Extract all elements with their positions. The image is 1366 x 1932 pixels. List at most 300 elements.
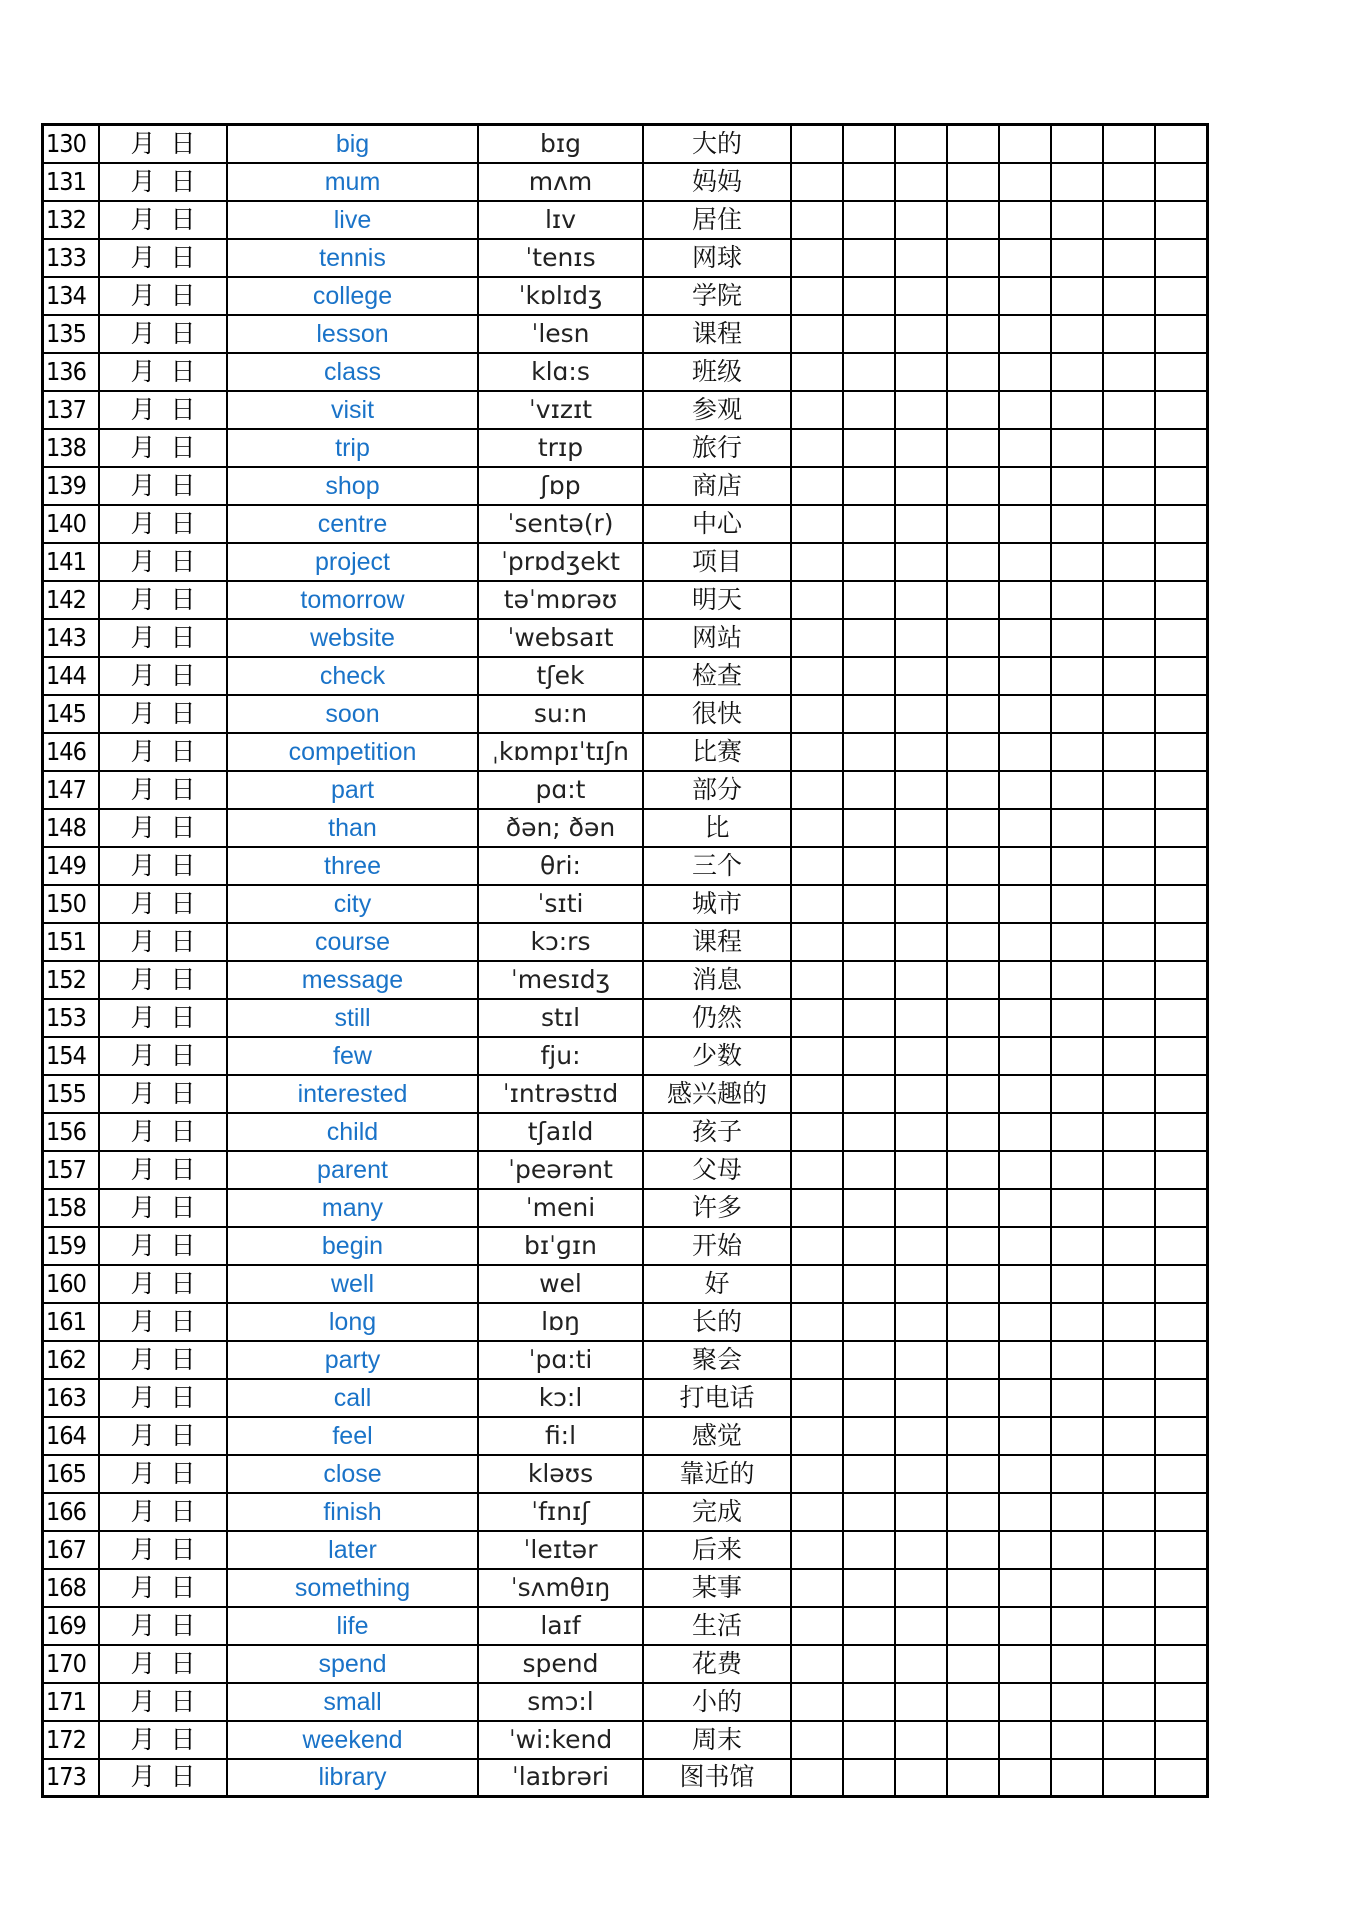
- day-label: 日: [170, 166, 196, 196]
- review-check-cell: [947, 809, 999, 847]
- review-check-cell: [999, 1721, 1051, 1759]
- review-check-cell: [999, 999, 1051, 1037]
- phonetic-cell: ˈsʌmθɪŋ: [478, 1569, 643, 1607]
- review-check-cell: [947, 1189, 999, 1227]
- table-row: [43, 429, 1208, 467]
- review-check-cell: [999, 391, 1051, 429]
- chinese-meaning-cell: 孩子: [643, 1113, 791, 1151]
- review-check-cell: [999, 277, 1051, 315]
- review-check-cell: [999, 1455, 1051, 1493]
- review-check-cell: [1103, 543, 1155, 581]
- english-word-cell: tomorrow: [227, 581, 478, 619]
- review-check-cell: [791, 581, 843, 619]
- day-label: 日: [170, 964, 196, 994]
- review-check-cell: [1155, 1379, 1208, 1417]
- day-label: 日: [170, 926, 196, 956]
- row-number-cell: 166: [43, 1493, 100, 1531]
- table-row: [43, 505, 1208, 543]
- review-check-cell: [1051, 999, 1103, 1037]
- phonetic-cell: tʃek: [478, 657, 643, 695]
- chinese-meaning-cell: 某事: [643, 1569, 791, 1607]
- day-label: 日: [170, 1420, 196, 1450]
- month-label: 月: [130, 1572, 156, 1602]
- english-word-cell: close: [227, 1455, 478, 1493]
- day-label: 日: [170, 432, 196, 462]
- review-check-cell: [791, 353, 843, 391]
- review-check-cell: [791, 1113, 843, 1151]
- chinese-meaning-cell: 比: [643, 809, 791, 847]
- phonetic-cell: mʌm: [478, 163, 643, 201]
- table-row: [43, 695, 1208, 733]
- phonetic-cell: ˈɪntrəstɪd: [478, 1075, 643, 1113]
- review-check-cell: [1051, 847, 1103, 885]
- review-check-cell: [791, 771, 843, 809]
- row-number-cell: 137: [43, 391, 100, 429]
- date-cell: [99, 505, 227, 543]
- date-cell: [99, 315, 227, 353]
- month-label: 月: [130, 394, 156, 424]
- english-word-cell: shop: [227, 467, 478, 505]
- table-row: [43, 809, 1208, 847]
- month-label: 月: [130, 280, 156, 310]
- review-check-cell: [947, 467, 999, 505]
- review-check-cell: [1103, 1417, 1155, 1455]
- review-check-cell: [1051, 391, 1103, 429]
- date-cell: [99, 1189, 227, 1227]
- table-row: [43, 1493, 1208, 1531]
- english-word-cell: competition: [227, 733, 478, 771]
- review-check-cell: [947, 315, 999, 353]
- date-cell: [99, 695, 227, 733]
- review-check-cell: [791, 619, 843, 657]
- row-number-cell: 130: [43, 125, 100, 163]
- phonetic-cell: smɔ:l: [478, 1683, 643, 1721]
- review-check-cell: [1051, 163, 1103, 201]
- review-check-cell: [947, 885, 999, 923]
- row-number-cell: 171: [43, 1683, 100, 1721]
- review-check-cell: [1103, 391, 1155, 429]
- english-word-cell: parent: [227, 1151, 478, 1189]
- review-check-cell: [947, 1303, 999, 1341]
- chinese-meaning-cell: 城市: [643, 885, 791, 923]
- review-check-cell: [791, 467, 843, 505]
- review-check-cell: [843, 923, 895, 961]
- month-label: 月: [130, 1458, 156, 1488]
- row-number-cell: 163: [43, 1379, 100, 1417]
- phonetic-cell: stɪl: [478, 999, 643, 1037]
- row-number-cell: 162: [43, 1341, 100, 1379]
- review-check-cell: [999, 1645, 1051, 1683]
- review-check-cell: [999, 505, 1051, 543]
- review-check-cell: [1103, 1075, 1155, 1113]
- english-word-cell: big: [227, 125, 478, 163]
- chinese-meaning-cell: 小的: [643, 1683, 791, 1721]
- review-check-cell: [895, 277, 947, 315]
- review-check-cell: [843, 277, 895, 315]
- review-check-cell: [843, 391, 895, 429]
- row-number-cell: 139: [43, 467, 100, 505]
- review-check-cell: [999, 1303, 1051, 1341]
- review-check-cell: [1155, 1113, 1208, 1151]
- review-check-cell: [999, 1037, 1051, 1075]
- review-check-cell: [895, 847, 947, 885]
- date-cell: [99, 391, 227, 429]
- day-label: 日: [170, 888, 196, 918]
- chinese-meaning-cell: 长的: [643, 1303, 791, 1341]
- english-word-cell: interested: [227, 1075, 478, 1113]
- review-check-cell: [999, 1759, 1051, 1797]
- review-check-cell: [947, 201, 999, 239]
- table-row: [43, 581, 1208, 619]
- review-check-cell: [843, 163, 895, 201]
- phonetic-cell: kɔ:l: [478, 1379, 643, 1417]
- review-check-cell: [1051, 1455, 1103, 1493]
- row-number-cell: 155: [43, 1075, 100, 1113]
- english-word-cell: part: [227, 771, 478, 809]
- row-number-cell: 170: [43, 1645, 100, 1683]
- row-number-cell: 145: [43, 695, 100, 733]
- review-check-cell: [1051, 695, 1103, 733]
- phonetic-cell: laɪf: [478, 1607, 643, 1645]
- row-number-cell: 131: [43, 163, 100, 201]
- vocabulary-table-body: [43, 125, 1208, 1797]
- review-check-cell: [1155, 163, 1208, 201]
- day-label: 日: [170, 204, 196, 234]
- table-row: [43, 1759, 1208, 1797]
- review-check-cell: [1103, 277, 1155, 315]
- date-cell: [99, 961, 227, 999]
- table-row: [43, 1037, 1208, 1075]
- review-check-cell: [999, 1151, 1051, 1189]
- review-check-cell: [895, 201, 947, 239]
- review-check-cell: [895, 467, 947, 505]
- review-check-cell: [791, 391, 843, 429]
- review-check-cell: [791, 1341, 843, 1379]
- row-number-cell: 158: [43, 1189, 100, 1227]
- month-label: 月: [130, 1040, 156, 1070]
- english-word-cell: trip: [227, 429, 478, 467]
- review-check-cell: [999, 163, 1051, 201]
- row-number-cell: 156: [43, 1113, 100, 1151]
- review-check-cell: [843, 1607, 895, 1645]
- review-check-cell: [1051, 923, 1103, 961]
- english-word-cell: still: [227, 999, 478, 1037]
- review-check-cell: [1051, 467, 1103, 505]
- phonetic-cell: ˈpeərənt: [478, 1151, 643, 1189]
- date-cell: [99, 1607, 227, 1645]
- review-check-cell: [791, 239, 843, 277]
- review-check-cell: [843, 1531, 895, 1569]
- month-label: 月: [130, 1192, 156, 1222]
- review-check-cell: [947, 1379, 999, 1417]
- chinese-meaning-cell: 中心: [643, 505, 791, 543]
- review-check-cell: [1103, 961, 1155, 999]
- chinese-meaning-cell: 完成: [643, 1493, 791, 1531]
- review-check-cell: [999, 923, 1051, 961]
- review-check-cell: [1155, 1341, 1208, 1379]
- review-check-cell: [1103, 1569, 1155, 1607]
- review-check-cell: [1155, 125, 1208, 163]
- review-check-cell: [1103, 1341, 1155, 1379]
- chinese-meaning-cell: 比赛: [643, 733, 791, 771]
- review-check-cell: [1103, 1683, 1155, 1721]
- review-check-cell: [1103, 1493, 1155, 1531]
- review-check-cell: [1155, 543, 1208, 581]
- date-cell: [99, 429, 227, 467]
- row-number-cell: 136: [43, 353, 100, 391]
- english-word-cell: well: [227, 1265, 478, 1303]
- review-check-cell: [895, 771, 947, 809]
- review-check-cell: [999, 619, 1051, 657]
- vocabulary-table: [41, 123, 1209, 1798]
- phonetic-cell: bɪˈɡɪn: [478, 1227, 643, 1265]
- date-cell: [99, 1037, 227, 1075]
- phonetic-cell: kɔ:rs: [478, 923, 643, 961]
- review-check-cell: [895, 581, 947, 619]
- review-check-cell: [1103, 1303, 1155, 1341]
- review-check-cell: [843, 1569, 895, 1607]
- phonetic-cell: ðən; ðən: [478, 809, 643, 847]
- review-check-cell: [843, 1075, 895, 1113]
- review-check-cell: [843, 695, 895, 733]
- review-check-cell: [843, 1189, 895, 1227]
- review-check-cell: [947, 771, 999, 809]
- row-number-cell: 169: [43, 1607, 100, 1645]
- row-number-cell: 135: [43, 315, 100, 353]
- phonetic-cell: fi:l: [478, 1417, 643, 1455]
- review-check-cell: [999, 847, 1051, 885]
- review-check-cell: [791, 695, 843, 733]
- review-check-cell: [947, 961, 999, 999]
- review-check-cell: [1155, 999, 1208, 1037]
- review-check-cell: [999, 1569, 1051, 1607]
- review-check-cell: [1103, 1531, 1155, 1569]
- review-check-cell: [1051, 277, 1103, 315]
- review-check-cell: [1051, 505, 1103, 543]
- table-row: [43, 847, 1208, 885]
- review-check-cell: [1103, 467, 1155, 505]
- review-check-cell: [999, 771, 1051, 809]
- review-check-cell: [1051, 961, 1103, 999]
- review-check-cell: [791, 543, 843, 581]
- review-check-cell: [843, 1341, 895, 1379]
- review-check-cell: [999, 1227, 1051, 1265]
- review-check-cell: [843, 467, 895, 505]
- english-word-cell: centre: [227, 505, 478, 543]
- english-word-cell: begin: [227, 1227, 478, 1265]
- review-check-cell: [1155, 1531, 1208, 1569]
- review-check-cell: [999, 885, 1051, 923]
- row-number-cell: 151: [43, 923, 100, 961]
- row-number-cell: 160: [43, 1265, 100, 1303]
- english-word-cell: something: [227, 1569, 478, 1607]
- row-number-cell: 146: [43, 733, 100, 771]
- row-number-cell: 164: [43, 1417, 100, 1455]
- review-check-cell: [843, 543, 895, 581]
- review-check-cell: [895, 809, 947, 847]
- table-row: [43, 657, 1208, 695]
- review-check-cell: [947, 1151, 999, 1189]
- review-check-cell: [791, 923, 843, 961]
- day-label: 日: [170, 356, 196, 386]
- day-label: 日: [170, 1686, 196, 1716]
- row-number-cell: 141: [43, 543, 100, 581]
- date-cell: [99, 1227, 227, 1265]
- table-row: [43, 163, 1208, 201]
- review-check-cell: [895, 923, 947, 961]
- chinese-meaning-cell: 商店: [643, 467, 791, 505]
- date-cell: [99, 163, 227, 201]
- chinese-meaning-cell: 开始: [643, 1227, 791, 1265]
- review-check-cell: [1155, 1151, 1208, 1189]
- day-label: 日: [170, 128, 196, 158]
- review-check-cell: [1051, 543, 1103, 581]
- month-label: 月: [130, 1154, 156, 1184]
- phonetic-cell: spend: [478, 1645, 643, 1683]
- day-label: 日: [170, 1496, 196, 1526]
- review-check-cell: [999, 1265, 1051, 1303]
- day-label: 日: [170, 1648, 196, 1678]
- month-label: 月: [130, 1686, 156, 1716]
- review-check-cell: [843, 315, 895, 353]
- english-word-cell: website: [227, 619, 478, 657]
- date-cell: [99, 1265, 227, 1303]
- review-check-cell: [843, 429, 895, 467]
- month-label: 月: [130, 1078, 156, 1108]
- review-check-cell: [1155, 1417, 1208, 1455]
- chinese-meaning-cell: 三个: [643, 847, 791, 885]
- review-check-cell: [999, 581, 1051, 619]
- review-check-cell: [947, 353, 999, 391]
- english-word-cell: mum: [227, 163, 478, 201]
- month-label: 月: [130, 622, 156, 652]
- review-check-cell: [947, 1569, 999, 1607]
- day-label: 日: [170, 736, 196, 766]
- table-row: [43, 1303, 1208, 1341]
- phonetic-cell: ˈkɒlɪdʒ: [478, 277, 643, 315]
- row-number-cell: 144: [43, 657, 100, 695]
- chinese-meaning-cell: 靠近的: [643, 1455, 791, 1493]
- phonetic-cell: θri:: [478, 847, 643, 885]
- review-check-cell: [895, 1645, 947, 1683]
- phonetic-cell: ˈmesɪdʒ: [478, 961, 643, 999]
- phonetic-cell: ʃɒp: [478, 467, 643, 505]
- review-check-cell: [1051, 1645, 1103, 1683]
- date-cell: [99, 467, 227, 505]
- review-check-cell: [947, 581, 999, 619]
- review-check-cell: [947, 1113, 999, 1151]
- review-check-cell: [1155, 771, 1208, 809]
- day-label: 日: [170, 1002, 196, 1032]
- review-check-cell: [1051, 1569, 1103, 1607]
- review-check-cell: [947, 1341, 999, 1379]
- review-check-cell: [895, 1379, 947, 1417]
- english-word-cell: tennis: [227, 239, 478, 277]
- row-number-cell: 157: [43, 1151, 100, 1189]
- phonetic-cell: ˈlaɪbrəri: [478, 1759, 643, 1797]
- english-word-cell: soon: [227, 695, 478, 733]
- month-label: 月: [130, 850, 156, 880]
- table-row: [43, 1721, 1208, 1759]
- day-label: 日: [170, 584, 196, 614]
- date-cell: [99, 353, 227, 391]
- chinese-meaning-cell: 花费: [643, 1645, 791, 1683]
- review-check-cell: [791, 277, 843, 315]
- row-number-cell: 132: [43, 201, 100, 239]
- review-check-cell: [947, 695, 999, 733]
- review-check-cell: [895, 657, 947, 695]
- date-cell: [99, 1113, 227, 1151]
- review-check-cell: [999, 239, 1051, 277]
- day-label: 日: [170, 1572, 196, 1602]
- month-label: 月: [130, 1268, 156, 1298]
- table-row: [43, 201, 1208, 239]
- review-check-cell: [843, 239, 895, 277]
- review-check-cell: [895, 505, 947, 543]
- date-cell: [99, 847, 227, 885]
- day-label: 日: [170, 394, 196, 424]
- review-check-cell: [1155, 277, 1208, 315]
- review-check-cell: [1051, 1417, 1103, 1455]
- review-check-cell: [1155, 1569, 1208, 1607]
- row-number-cell: 153: [43, 999, 100, 1037]
- chinese-meaning-cell: 感觉: [643, 1417, 791, 1455]
- review-check-cell: [791, 1607, 843, 1645]
- table-row: [43, 1607, 1208, 1645]
- review-check-cell: [843, 1759, 895, 1797]
- review-check-cell: [895, 1265, 947, 1303]
- review-check-cell: [843, 961, 895, 999]
- english-word-cell: feel: [227, 1417, 478, 1455]
- table-row: [43, 1645, 1208, 1683]
- review-check-cell: [999, 429, 1051, 467]
- day-label: 日: [170, 1610, 196, 1640]
- table-row: [43, 1341, 1208, 1379]
- review-check-cell: [791, 505, 843, 543]
- review-check-cell: [1155, 885, 1208, 923]
- review-check-cell: [1155, 1721, 1208, 1759]
- review-check-cell: [1155, 1645, 1208, 1683]
- review-check-cell: [843, 1379, 895, 1417]
- month-label: 月: [130, 888, 156, 918]
- month-label: 月: [130, 242, 156, 272]
- review-check-cell: [791, 1075, 843, 1113]
- review-check-cell: [1103, 847, 1155, 885]
- review-check-cell: [791, 201, 843, 239]
- review-check-cell: [843, 771, 895, 809]
- review-check-cell: [1155, 1759, 1208, 1797]
- phonetic-cell: ˈprɒdʒekt: [478, 543, 643, 581]
- month-label: 月: [130, 584, 156, 614]
- review-check-cell: [999, 1075, 1051, 1113]
- review-check-cell: [1155, 1493, 1208, 1531]
- review-check-cell: [1051, 1037, 1103, 1075]
- table-row: [43, 1569, 1208, 1607]
- review-check-cell: [895, 1189, 947, 1227]
- review-check-cell: [791, 961, 843, 999]
- review-check-cell: [1155, 1455, 1208, 1493]
- review-check-cell: [1103, 163, 1155, 201]
- review-check-cell: [999, 961, 1051, 999]
- month-label: 月: [130, 432, 156, 462]
- chinese-meaning-cell: 许多: [643, 1189, 791, 1227]
- table-row: [43, 1189, 1208, 1227]
- chinese-meaning-cell: 父母: [643, 1151, 791, 1189]
- row-number-cell: 165: [43, 1455, 100, 1493]
- review-check-cell: [1103, 315, 1155, 353]
- day-label: 日: [170, 1534, 196, 1564]
- chinese-meaning-cell: 感兴趣的: [643, 1075, 791, 1113]
